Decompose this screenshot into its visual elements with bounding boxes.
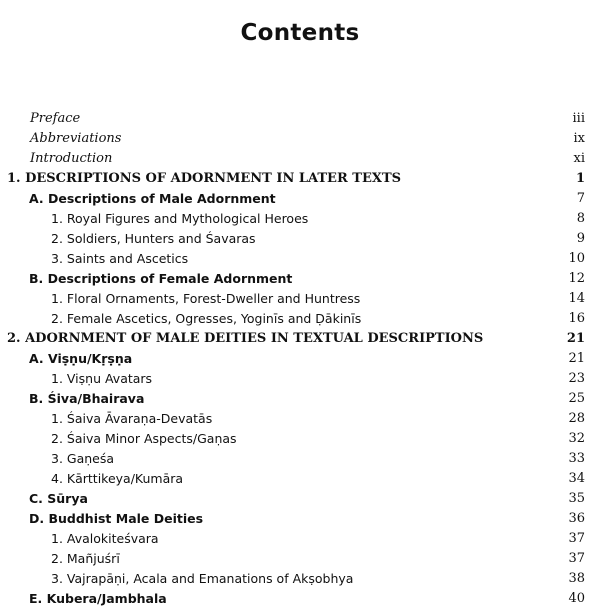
toc-item[interactable]	[0, 529, 600, 549]
entry-label: 2. Mañjuśrī	[51, 551, 120, 566]
toc-item[interactable]	[0, 209, 600, 229]
toc-entry-introduction[interactable]	[0, 149, 600, 169]
toc-item[interactable]	[0, 309, 600, 329]
entry-page: 28	[568, 411, 585, 426]
entry-page: 38	[568, 571, 585, 586]
toc-chapter-1[interactable]	[0, 169, 600, 189]
entry-page: 35	[568, 491, 585, 506]
toc-section[interactable]	[0, 589, 600, 609]
page-title: Contents	[240, 20, 360, 46]
entry-page: 34	[568, 471, 585, 486]
entry-label: A. Descriptions of Male Adornment	[29, 191, 276, 206]
toc-item[interactable]	[0, 549, 600, 569]
entry-label: 1. Śaiva Āvaraṇa-Devatās	[51, 411, 213, 426]
entry-label: B. Descriptions of Female Adornment	[29, 271, 293, 286]
toc-entry-abbreviations[interactable]	[0, 129, 600, 149]
entry-label: 1. Royal Figures and Mythological Heroes	[51, 211, 309, 226]
entry-label: 1. Viṣṇu Avatars	[51, 371, 153, 386]
toc-section[interactable]	[0, 189, 600, 209]
entry-label: 2. ADORNMENT OF MALE DEITIES IN TEXTUAL DESCRIPTIONS	[7, 331, 484, 346]
entry-label: 2. Soldiers, Hunters and Śavaras	[51, 231, 256, 246]
entry-label: A. Viṣṇu/Kṛṣṇa	[29, 351, 133, 366]
entry-label: Introduction	[30, 151, 113, 166]
entry-label: C. Sūrya	[29, 491, 88, 506]
entry-page: 36	[568, 511, 585, 526]
entry-page: 37	[568, 531, 585, 546]
entry-page: 14	[568, 291, 585, 306]
entry-page: iii	[572, 111, 585, 126]
entry-page: 21	[568, 351, 585, 366]
entry-label: 3. Vajrapāṇi, Acala and Emanations of Akṣobhya	[51, 571, 354, 586]
entry-page: 21	[566, 331, 585, 346]
entry-label: Abbreviations	[30, 131, 122, 146]
entry-label: 1. DESCRIPTIONS OF ADORNMENT IN LATER TEXTS	[7, 171, 402, 186]
entry-page: 23	[568, 371, 585, 386]
toc-item[interactable]	[0, 289, 600, 309]
entry-label: B. Śiva/Bhairava	[29, 391, 145, 406]
entry-label: 2. Śaiva Minor Aspects/Gaṇas	[51, 431, 237, 446]
entry-label: 3. Gaṇeśa	[51, 451, 115, 466]
toc-item[interactable]	[0, 429, 600, 449]
entry-page: 8	[576, 211, 585, 226]
toc-item[interactable]	[0, 369, 600, 389]
entry-label: 1. Avalokiteśvara	[51, 531, 159, 546]
toc-section[interactable]	[0, 269, 600, 289]
entry-page: 37	[568, 551, 585, 566]
entry-page: 10	[568, 251, 585, 266]
entry-page: 33	[568, 451, 585, 466]
toc-item[interactable]	[0, 249, 600, 269]
entry-page: 1	[575, 171, 585, 186]
toc-item[interactable]	[0, 229, 600, 249]
toc-item[interactable]	[0, 569, 600, 589]
toc-section[interactable]	[0, 489, 600, 509]
entry-label: 1. Floral Ornaments, Forest-Dweller and Huntress	[51, 291, 361, 306]
entry-page: 32	[568, 431, 585, 446]
toc-chapter-2[interactable]	[0, 329, 600, 349]
toc-item[interactable]	[0, 409, 600, 429]
entry-page: 25	[568, 391, 585, 406]
entry-page: 12	[568, 271, 585, 286]
entry-label: 3. Saints and Ascetics	[51, 251, 189, 266]
entry-label: E. Kubera/Jambhala	[29, 591, 167, 606]
toc-section[interactable]	[0, 389, 600, 409]
entry-label: D. Buddhist Male Deities	[29, 511, 204, 526]
entry-label: 2. Female Ascetics, Ogresses, Yoginīs and Ḍākinīs	[51, 311, 362, 326]
entry-page: ix	[573, 131, 585, 146]
toc-section[interactable]	[0, 349, 600, 369]
toc-item[interactable]	[0, 449, 600, 469]
entry-page: 40	[568, 591, 585, 606]
toc-section[interactable]	[0, 509, 600, 529]
entry-page: 16	[568, 311, 585, 326]
toc-entry-preface[interactable]	[0, 109, 600, 129]
entry-page: 9	[576, 231, 585, 246]
toc-item[interactable]	[0, 469, 600, 489]
entry-page: xi	[573, 151, 585, 166]
entry-label: 4. Kārttikeya/Kumāra	[51, 471, 184, 486]
entry-page: 7	[576, 191, 585, 206]
entry-label: Preface	[30, 111, 81, 126]
